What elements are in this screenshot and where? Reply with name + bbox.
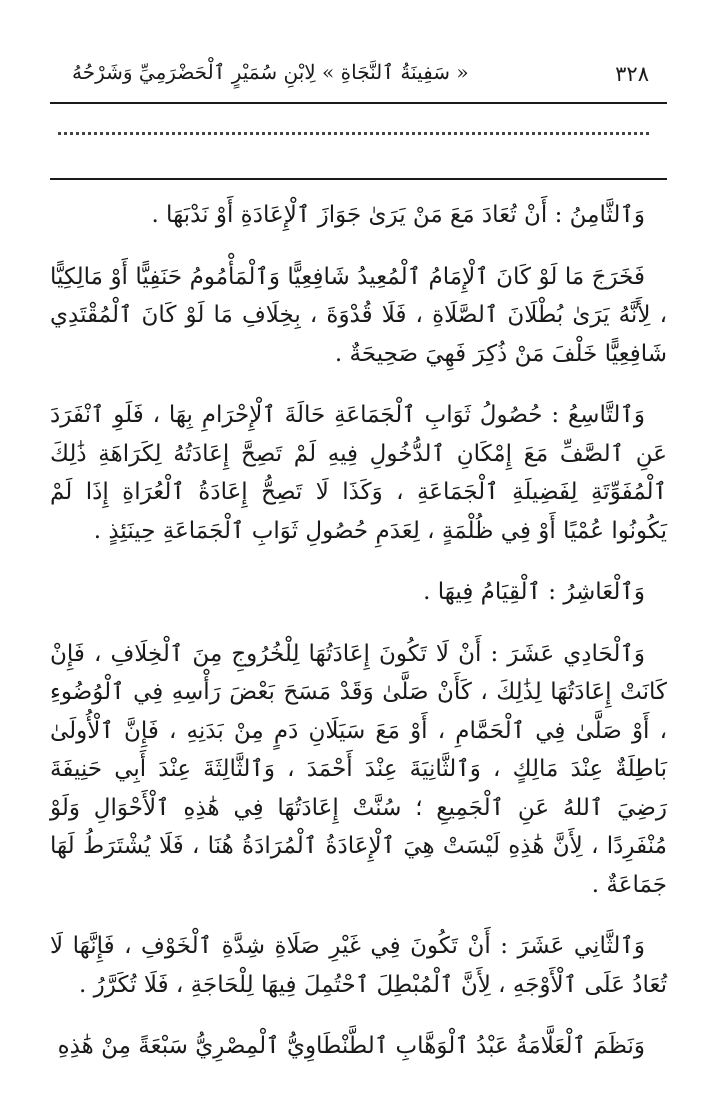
- running-title: « سَفِينَةُ ٱلنَّجَاةِ » لِابْنِ سُمَيْرٍ ٱلْحَضْرَمِيِّ وَشَرْحُهُ: [72, 60, 469, 84]
- paragraph-tenth-condition: وَٱلْعَاشِرُ : ٱلْقِيَامُ فِيهَا .: [423, 579, 645, 605]
- section-rule: [50, 178, 667, 180]
- header-rule: [50, 102, 667, 104]
- page-header: [72, 58, 649, 94]
- paragraph-eighth-explanation: فَخَرَجَ مَا لَوْ كَانَ ٱلْإِمَامُ ٱلْمُعِيدُ شَافِعِيًّا وَٱلْمَأْمُومُ حَنَفِيًّا أَوْ مَالِكِيًّا ، لِأَنَّهُ يَرَىٰ بُطْلَانَ ٱلصَّلَاةِ ، فَلَا قُدْوَةَ ، بِخِلَافِ مَا لَوْ كَانَ ٱلْمُقْتَدِي شَافِعِيًّا خَلْفَ مَنْ ذُكِرَ فَهِيَ صَحِيحَةٌ .: [50, 263, 667, 367]
- paragraph-ninth-condition: وَٱلتَّاسِعُ : حُصُولُ ثَوَابِ ٱلْجَمَاعَةِ حَالَةَ ٱلْإِحْرَامِ بِهَا ، فَلَوِ ٱنْفَرَدَ عَنِ ٱلصَّفِّ مَعَ إِمْكَانِ ٱلدُّخُولِ فِيهِ لَمْ تَصِحَّ إِعَادَتُهُ لِكَرَاهَةِ ذَٰلِكَ ٱلْمُفَوِّتَةِ لِفَضِيلَةِ ٱلْجَمَاعَةِ ، وَكَذَا لَا تَصِحُّ إِعَادَةُ ٱلْعُرَاةِ إِذَا لَمْ يَكُونُوا عُمْيًا أَوْ فِي ظُلْمَةٍ ، لِعَدَمِ حُصُولِ ثَوَابِ ٱلْجَمَاعَةِ حِينَئِذٍ .: [50, 402, 667, 544]
- paragraph-twelfth-condition: وَٱلثَّانِي عَشَرَ : أَنْ تَكُونَ فِي غَيْرِ صَلَاةِ شِدَّةِ ٱلْخَوْفِ ، فَإِنَّهَا لَا تُعَادُ عَلَى ٱلْأَوْجَهِ ، لِأَنَّ ٱلْمُبْطِلَ ٱحْتُمِلَ فِيهَا لِلْحَاجَةِ ، فَلَا تُكَرَّرُ .: [50, 933, 667, 998]
- page-number: ٣٢٨: [615, 62, 649, 86]
- ellipsis-dotted-line: [58, 132, 649, 135]
- body-text: [50, 196, 667, 1066]
- paragraph-verse-intro: وَنَظَمَ ٱلْعَلَّامَةُ عَبْدُ ٱلْوَهَّابِ ٱلطَّنْطَاوِيُّ ٱلْمِصْرِيُّ سَبْعَةً مِنْ هَٰذِهِ: [57, 1033, 645, 1059]
- paragraph-eighth-condition: وَٱلثَّامِنُ : أَنْ تُعَادَ مَعَ مَنْ يَرَىٰ جَوَازَ ٱلْإِعَادَةِ أَوْ نَدْبَهَا .: [151, 202, 645, 228]
- paragraph-eleventh-condition: وَٱلْحَادِي عَشَرَ : أَنْ لَا تَكُونَ إِعَادَتُهَا لِلْخُرُوجِ مِنَ ٱلْخِلَافِ ، فَإِنْ كَانَتْ إِعَادَتُهَا لِذَٰلِكَ ، كَأَنْ صَلَّىٰ وَقَدْ مَسَحَ بَعْضَ رَأْسِهِ فِي ٱلْوُضُوءِ ، أَوْ صَلَّىٰ فِي ٱلْحَمَّامِ ، أَوْ مَعَ سَيَلَانِ دَمٍ مِنْ بَدَنِهِ ، فَإِنَّ ٱلْأُولَىٰ بَاطِلَةٌ عِنْدَ مَالِكٍ ، وَٱلثَّانِيَةَ عِنْدَ أَحْمَدَ ، وَٱلثَّالِثَةَ عِنْدَ أَبِي حَنِيفَةَ رَضِيَ ٱللهُ عَنِ ٱلْجَمِيعِ ؛ سُنَّتْ إِعَادَتُهَا فِي هَٰذِهِ ٱلْأَحْوَالِ وَلَوْ مُنْفَرِدًا ، لِأَنَّ هَٰذِهِ لَيْسَتْ هِيَ ٱلْإِعَادَةُ ٱلْمُرَادَةُ هُنَا ، فَلَا يُشْتَرَطُ لَهَا جَمَاعَةٌ .: [50, 640, 667, 898]
